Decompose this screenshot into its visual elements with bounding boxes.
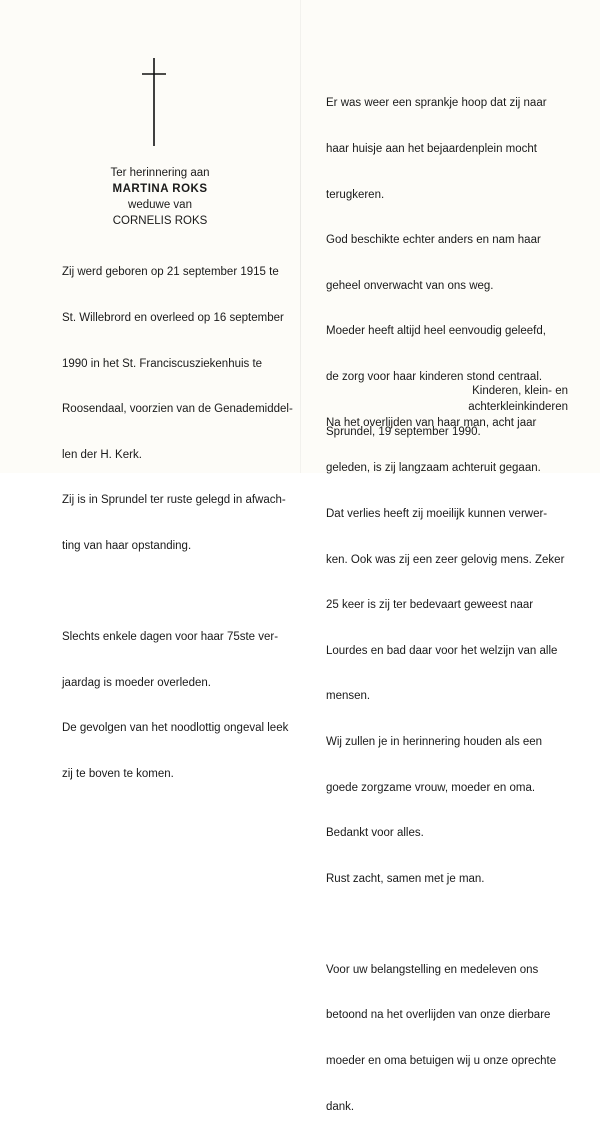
heading-intro: Ter herinnering aan <box>110 167 210 179</box>
spouse-name: CORNELIS ROKS <box>112 215 208 227</box>
text-line: geheel onverwacht van ons weg. <box>326 279 494 292</box>
text-line: Bedankt voor alles. <box>326 827 424 840</box>
text-line: Zij is in Sprundel ter ruste gelegd in afwach- <box>62 494 286 507</box>
family-signature <box>468 383 568 415</box>
text-line: geleden, is zij langzaam achteruit gegaan. <box>326 462 541 475</box>
text-line: mensen. <box>326 690 371 703</box>
text-line: terugkeren. <box>326 188 385 201</box>
text-line: de zorg voor haar kinderen stond centraal. <box>326 371 543 384</box>
text-line: dank. <box>326 1100 355 1113</box>
text-line: haar huisje aan het bejaardenplein mocht <box>326 143 537 156</box>
text-line: betoond na het overlijden van onze dierbare <box>326 1009 551 1022</box>
text-line: Er was weer een sprankje hoop dat zij naar <box>326 97 547 110</box>
signature-line: Kinderen, klein- en <box>472 385 568 397</box>
text-line: Slechts enkele dagen voor haar 75ste ver- <box>62 631 279 644</box>
text-line: zij te boven te komen. <box>62 767 174 780</box>
text-line: Dat verlies heeft zij moeilijk kunnen verwer- <box>326 507 548 520</box>
text-line: Roosendaal, voorzien van de Genademiddel- <box>62 403 293 416</box>
text-line: goede zorgzame vrouw, moeder en oma. <box>326 781 536 794</box>
deceased-name: MARTINA ROKS <box>112 183 208 195</box>
text-line: Voor uw belangstelling en medeleven ons <box>326 963 539 976</box>
place-date: Sprundel, 19 september 1990. <box>326 426 481 438</box>
text-line: Lourdes en bad daar voor het welzijn van alle <box>326 644 558 657</box>
center-fold <box>300 0 301 473</box>
text-line: Wij zullen je in herinnering houden als een <box>326 735 543 748</box>
text-line: jaardag is moeder overleden. <box>62 676 211 689</box>
text-line: Rust zacht, samen met je man. <box>326 872 485 885</box>
heading-relation: weduwe van <box>128 199 192 211</box>
text-line: Zij werd geboren op 21 september 1915 te <box>62 266 279 279</box>
text-line: Na het overlijden van haar man, acht jaar <box>326 416 537 429</box>
text-line: ken. Ook was zij een zeer gelovig mens. Zeker <box>326 553 565 566</box>
text-line: St. Willebrord en overleed op 16 september <box>62 312 284 325</box>
text-line: 1990 in het St. Franciscusziekenhuis te <box>62 357 263 370</box>
text-line: ting van haar opstanding. <box>62 540 192 553</box>
text-line: 25 keer is zij ter bedevaart geweest naar <box>326 599 534 612</box>
text-line: Moeder heeft altijd heel eenvoudig geleefd, <box>326 325 546 338</box>
left-text-block <box>62 235 293 813</box>
cross-icon <box>140 58 168 146</box>
right-text-block <box>326 66 564 1145</box>
memorial-heading <box>60 165 260 229</box>
text-line: God beschikte echter anders en nam haar <box>326 234 541 247</box>
text-line: len der H. Kerk. <box>62 448 142 461</box>
text-line: moeder en oma betuigen wij u onze oprechte <box>326 1055 557 1067</box>
text-line: De gevolgen van het noodlottig ongeval leek <box>62 722 289 735</box>
signature-line: achterkleinkinderen <box>468 401 568 413</box>
